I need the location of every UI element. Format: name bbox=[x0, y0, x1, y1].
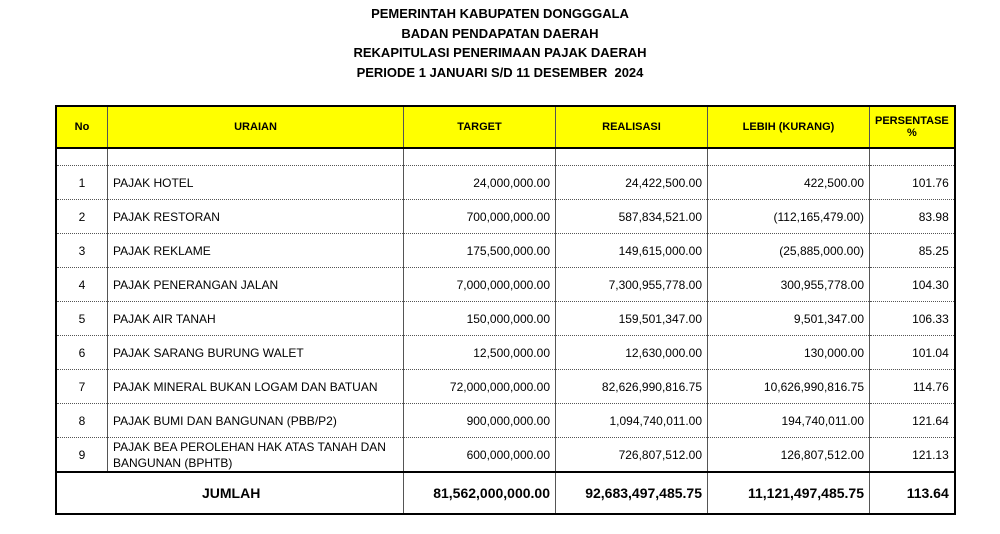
cell-persen: 101.76 bbox=[870, 166, 955, 200]
total-realisasi: 92,683,497,485.75 bbox=[556, 472, 708, 514]
cell-uraian: PAJAK AIR TANAH bbox=[108, 302, 404, 336]
table-row bbox=[56, 404, 955, 438]
header-no: No bbox=[56, 106, 108, 148]
total-lebih: 11,121,497,485.75 bbox=[708, 472, 870, 514]
title-line: PERIODE 1 JANUARI S/D 11 DESEMBER 2024 bbox=[356, 64, 644, 80]
cell-lebih: 130,000.00 bbox=[708, 336, 870, 370]
table-row bbox=[56, 166, 955, 200]
cell-lebih: 9,501,347.00 bbox=[708, 302, 870, 336]
cell-lebih: (25,885,000.00) bbox=[708, 234, 870, 268]
cell-target: 600,000,000.00 bbox=[404, 438, 556, 473]
total-row bbox=[56, 472, 955, 514]
blank-row bbox=[56, 148, 955, 166]
cell-uraian: PAJAK MINERAL BUKAN LOGAM DAN BATUAN bbox=[108, 370, 404, 404]
cell-target: 72,000,000,000.00 bbox=[404, 370, 556, 404]
tax-recap-table bbox=[55, 105, 956, 515]
cell-realisasi: 7,300,955,778.00 bbox=[556, 268, 708, 302]
cell-target: 700,000,000.00 bbox=[404, 200, 556, 234]
header-persentase bbox=[870, 106, 955, 148]
cell-no: 1 bbox=[56, 166, 108, 200]
cell-uraian: PAJAK SARANG BURUNG WALET bbox=[108, 336, 404, 370]
cell-realisasi: 82,626,990,816.75 bbox=[556, 370, 708, 404]
report-titles bbox=[0, 4, 1000, 82]
cell-uraian: PAJAK REKLAME bbox=[108, 234, 404, 268]
title-line: BADAN PENDAPATAN DAERAH bbox=[401, 25, 599, 41]
table-row bbox=[56, 336, 955, 370]
header-persentase-label: PERSENTASE bbox=[875, 115, 949, 127]
total-persentase: 113.64 bbox=[870, 472, 955, 514]
cell-realisasi: 726,807,512.00 bbox=[556, 438, 708, 473]
table-row bbox=[56, 200, 955, 234]
cell-realisasi: 12,630,000.00 bbox=[556, 336, 708, 370]
total-target: 81,562,000,000.00 bbox=[404, 472, 556, 514]
cell-uraian: PAJAK HOTEL bbox=[108, 166, 404, 200]
cell-no: 9 bbox=[56, 438, 108, 473]
cell-no: 4 bbox=[56, 268, 108, 302]
cell-no: 3 bbox=[56, 234, 108, 268]
cell-target: 900,000,000.00 bbox=[404, 404, 556, 438]
cell-uraian: PAJAK RESTORAN bbox=[108, 200, 404, 234]
cell-target: 175,500,000.00 bbox=[404, 234, 556, 268]
table-row bbox=[56, 234, 955, 268]
cell-persen: 121.64 bbox=[870, 404, 955, 438]
cell-uraian: PAJAK BUMI DAN BANGUNAN (PBB/P2) bbox=[108, 404, 404, 438]
cell-persen: 106.33 bbox=[870, 302, 955, 336]
cell-persen: 104.30 bbox=[870, 268, 955, 302]
header-realisasi: REALISASI bbox=[556, 106, 708, 148]
table-row bbox=[56, 370, 955, 404]
cell-no: 6 bbox=[56, 336, 108, 370]
cell-persen: 85.25 bbox=[870, 234, 955, 268]
cell-realisasi: 149,615,000.00 bbox=[556, 234, 708, 268]
cell-lebih: 422,500.00 bbox=[708, 166, 870, 200]
cell-lebih: 126,807,512.00 bbox=[708, 438, 870, 473]
cell-realisasi: 1,094,740,011.00 bbox=[556, 404, 708, 438]
cell-target: 24,000,000.00 bbox=[404, 166, 556, 200]
table-row bbox=[56, 438, 955, 473]
header-uraian: URAIAN bbox=[108, 106, 404, 148]
cell-uraian: PAJAK PENERANGAN JALAN bbox=[108, 268, 404, 302]
title-line: REKAPITULASI PENERIMAAN PAJAK DAERAH bbox=[353, 45, 647, 60]
cell-realisasi: 159,501,347.00 bbox=[556, 302, 708, 336]
cell-persen: 114.76 bbox=[870, 370, 955, 404]
cell-no: 2 bbox=[56, 200, 108, 234]
title-line: PEMERINTAH KABUPATEN DONGGGALA bbox=[371, 6, 629, 21]
cell-lebih: 194,740,011.00 bbox=[708, 404, 870, 438]
cell-lebih: (112,165,479.00) bbox=[708, 200, 870, 234]
cell-uraian: PAJAK BEA PEROLEHAN HAK ATAS TANAH DAN BANGUNAN (BPHTB) bbox=[108, 438, 404, 473]
header-target: TARGET bbox=[404, 106, 556, 148]
cell-target: 12,500,000.00 bbox=[404, 336, 556, 370]
table-row bbox=[56, 268, 955, 302]
cell-persen: 83.98 bbox=[870, 200, 955, 234]
cell-realisasi: 587,834,521.00 bbox=[556, 200, 708, 234]
cell-target: 7,000,000,000.00 bbox=[404, 268, 556, 302]
header-lebih: LEBIH (KURANG) bbox=[708, 106, 870, 148]
header-percent-sign: % bbox=[906, 127, 917, 139]
cell-persen: 121.13 bbox=[870, 438, 955, 473]
cell-lebih: 300,955,778.00 bbox=[708, 268, 870, 302]
cell-persen: 101.04 bbox=[870, 336, 955, 370]
cell-no: 5 bbox=[56, 302, 108, 336]
total-label: JUMLAH bbox=[56, 472, 404, 514]
cell-lebih: 10,626,990,816.75 bbox=[708, 370, 870, 404]
table-row bbox=[56, 302, 955, 336]
cell-realisasi: 24,422,500.00 bbox=[556, 166, 708, 200]
cell-target: 150,000,000.00 bbox=[404, 302, 556, 336]
cell-no: 7 bbox=[56, 370, 108, 404]
cell-no: 8 bbox=[56, 404, 108, 438]
